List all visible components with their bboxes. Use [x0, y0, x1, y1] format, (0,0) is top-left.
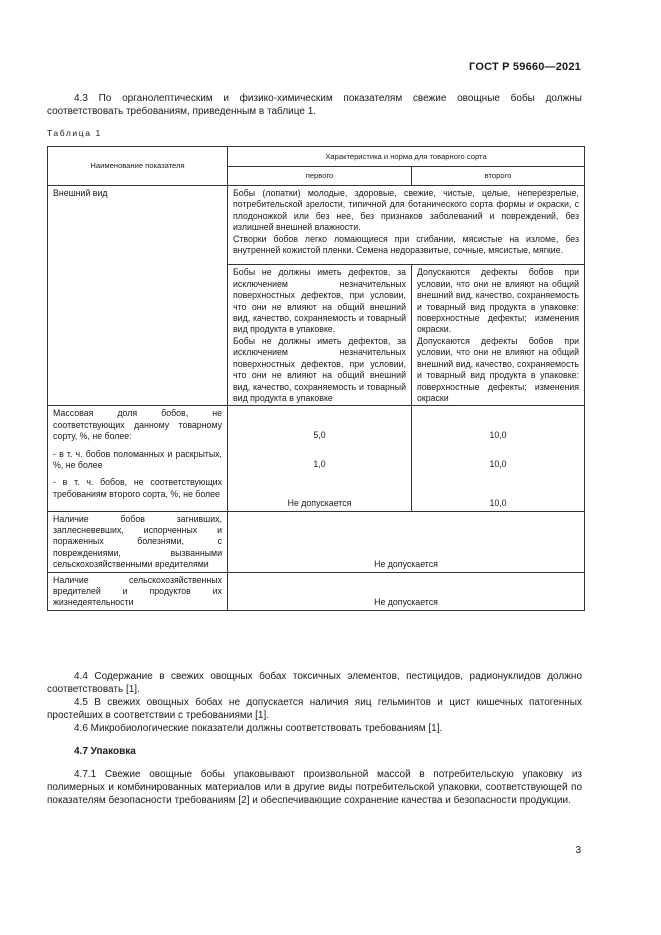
paragraph-4-3: 4.3 По органолептическим и физико-химическим показателям свежие овощные бобы должны соответствовать требованиям, приведенным в таблице 1. — [47, 93, 582, 117]
appearance-grade-second-text-1: Допускаются дефекты бобов при условии, что они не влияют на общий внешний вид, качество, сохраняемость и товарный вид продукта в упаковке: поверхностные дефекты; изменения окраски. — [417, 267, 579, 335]
appearance-common-text-1: Бобы (лопатки) молодые, здоровые, свежие, чистые, целые, неперезрелые, потребительской зрелости, типичной для ботанического сорта формы и окраски, с плодоножкой или без нее, без признаков заболеваний и повреждений, без излишней внешней влажности. — [233, 188, 579, 233]
header-grade-first: первого — [228, 166, 412, 186]
mass-share-grade-first-cell — [228, 406, 412, 511]
section-title-packaging: 4.7 Упаковка — [74, 746, 136, 757]
mass-share-grade-second-value: 10,0 — [489, 430, 507, 441]
mass-share-label-cell — [48, 406, 228, 511]
table-header-row — [48, 147, 585, 167]
appearance-grade-first-cell — [228, 265, 412, 406]
table-row-appearance-common — [48, 186, 585, 265]
table-row-rotten — [48, 511, 585, 572]
rotten-value: Не допускается — [228, 511, 585, 572]
mass-share-grade-second-cell — [412, 406, 585, 511]
pests-label: Наличие сельскохозяйственных вредителей и продуктов их жизнедеятельности — [48, 572, 228, 610]
mass-share-second-grade-first-value: Не допускается — [287, 498, 352, 509]
paragraph-4-4: 4.4 Содержание в свежих овощных бобах токсичных элементов, пестицидов, радионуклидов должно соответствовать [1]. — [47, 671, 582, 695]
mass-share-broken-grade-first-value: 1,0 — [313, 458, 326, 469]
paragraph-4-7-1: 4.7.1 Свежие овощные бобы упаковывают произвольной массой в потребительскую упаковку из полимерных и комбинированных материалов или в другие виды потребительской упаковки, соответствующей по показателям безопасности требованиям [2] и обеспечивающие сохранение качества и безопасности продукции. — [47, 769, 582, 806]
header-characteristic: Характеристика и норма для товарного сорта — [228, 147, 585, 167]
mass-share-broken-label: - в т. ч. бобов поломанных и раскрытых, %, не более — [53, 448, 222, 470]
pests-value: Не допускается — [228, 572, 585, 610]
after-table-paragraphs — [47, 670, 582, 735]
page-number: 3 — [575, 845, 581, 856]
appearance-common-text-2: Створки бобов легко ломающиеся при сгибании, мясистые на изломе, без внутренней кожистой пленки. Семена недоразвитые, сочные, мясистые, мягкие. — [233, 233, 579, 256]
table-row-mass-share — [48, 406, 585, 511]
table-row-pests — [48, 572, 585, 610]
header-indicator: Наименование показателя — [48, 147, 228, 186]
table-caption: Таблица 1 — [47, 128, 102, 138]
mass-share-broken-grade-second-value: 10,0 — [489, 458, 507, 469]
appearance-label: Внешний вид — [48, 186, 228, 406]
mass-share-second-grade-second-value: 10,0 — [489, 498, 507, 509]
paragraph-4-5: 4.5 В свежих овощных бобах не допускается наличия яиц гельминтов и цист кишечных патогенных простейших в соответствии с требованиями [1]. — [47, 697, 582, 721]
appearance-grade-first-text-2: Бобы не должны иметь дефектов, за исключением незначительных поверхностных дефектов, при условии, что они не влияют на общий внешний вид, качество, сохраняемость и товарный вид продукта в упаковке — [233, 335, 406, 403]
packaging-paragraph — [47, 768, 582, 807]
appearance-common-cell — [228, 186, 585, 265]
mass-share-grade-first-value: 5,0 — [313, 430, 326, 441]
rotten-label: Наличие бобов загнивших, заплесневевших, испорченных и пораженных болезнями, с повреждениями, вызванными сельскохозяйственными вредителями — [48, 511, 228, 572]
mass-share-second-label: - в т. ч. бобов, не соответствующих требованиям второго сорта, %, не более — [53, 477, 222, 499]
appearance-grade-second-cell — [412, 265, 585, 406]
mass-share-label: Массовая доля бобов, не соответствующих данному товарному сорту, %, не более: — [53, 408, 222, 442]
requirements-table — [47, 146, 585, 611]
intro-paragraph — [47, 92, 582, 118]
appearance-grade-first-text-1: Бобы не должны иметь дефектов, за исключением незначительных поверхностных дефектов, при условии, что они не влияют на общий внешний вид, качество, сохраняемость и товарный вид продукта в упаковке. — [233, 267, 406, 335]
header-grade-second: второго — [412, 166, 585, 186]
paragraph-4-6: 4.6 Микробиологические показатели должны соответствовать требованиям [1]. — [74, 723, 443, 734]
document-code: ГОСТ Р 59660—2021 — [469, 61, 581, 73]
appearance-grade-second-text-2: Допускаются дефекты бобов при условии, что они не влияют на общий внешний вид, качество, сохраняемость и товарный вид продукта в упаковке: поверхностные дефекты; изменения окраски — [417, 335, 579, 403]
